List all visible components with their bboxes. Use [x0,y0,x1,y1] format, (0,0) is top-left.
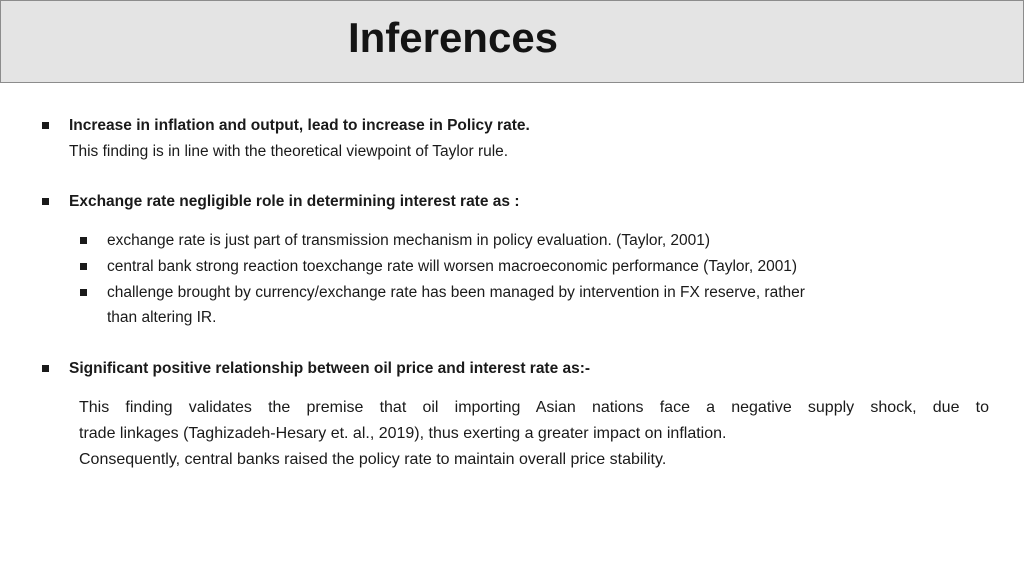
bullet-square-icon [42,198,49,205]
point2-subpoint-1: exchange rate is just part of transmission mechanism in policy evaluation. (Taylor, 2001) [107,232,711,249]
slide-title: Inferences [347,14,559,61]
point1-text: This finding is in line with the theoretical viewpoint of Taylor rule. [69,143,509,160]
bullet-square-icon [42,122,49,129]
point2-subpoint-3: challenge brought by currency/exchange rate has been managed by intervention in FX reserve, rather [107,284,805,301]
paragraph-line: trade linkages (Taghizadeh-Hesary et. al., 2019), thus exerting a greater impact on inflation. [79,425,727,442]
paragraph-line: This finding validates the premise that oil importing Asian nations face a negative supply shock, due to [79,399,989,416]
sub-bullet-square-icon [80,263,87,270]
point1-heading: Increase in inflation and output, lead to increase in Policy rate. [69,117,530,134]
paragraph-line: Consequently, central banks raised the policy rate to maintain overall price stability. [79,451,667,468]
point2-heading: Exchange rate negligible role in determining interest rate as : [69,193,520,210]
sub-bullet-square-icon [80,289,87,296]
point3-paragraph [79,395,989,473]
point2-subpoint-3-continuation: than altering IR. [107,309,217,326]
title-bar [0,0,1024,83]
bullet-square-icon [42,365,49,372]
sub-bullet-square-icon [80,237,87,244]
point3-heading: Significant positive relationship between oil price and interest rate as:- [69,360,591,377]
point2-subpoint-2: central bank strong reaction toexchange rate will worsen macroeconomic performance (Taylor, 2001) [107,258,798,275]
